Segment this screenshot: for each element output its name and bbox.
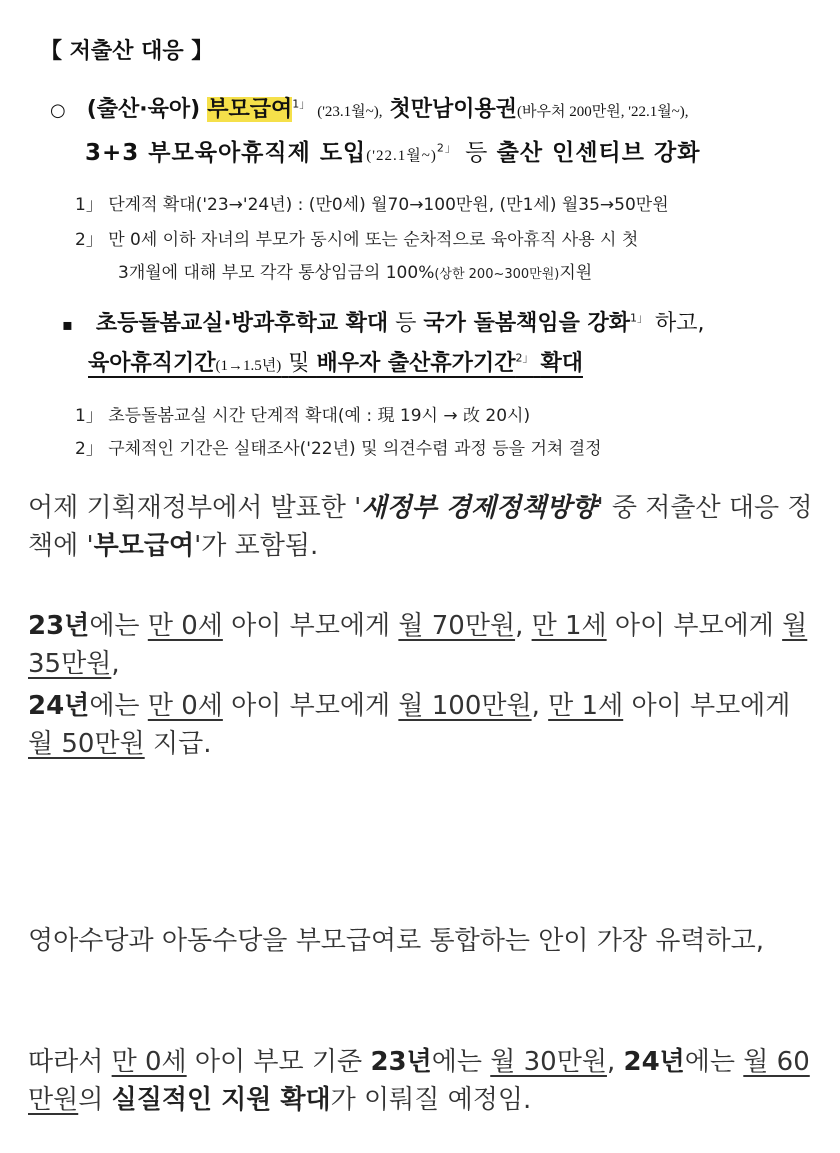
bullet2-line1 [62,306,705,337]
bullet1-conclusion: 출산 인센티브 강화 [496,140,701,166]
bullet2-footnote-ref-1: 1」 [630,311,648,325]
footnote-1-1: 1」 단계적 확대('23→'24년) : (만0세) 월70→100만원, (만1세) 월35→50만원 [75,195,669,215]
square-bullet-icon: ▪ [62,315,73,334]
bullet2-expand: 초등돌봄교실·방과후학교 확대 [95,311,389,336]
footnote-1-2: 2」 만 0세 이하 자녀의 부모가 동시에 또는 순차적으로 육아휴직 사용 시 첫 [75,230,639,250]
bullet1-highlight: 부모급여 [207,97,293,122]
circle-bullet-icon: ○ [50,100,66,121]
bullet2-line2 [88,346,583,377]
bullet1-voucher-detail: (바우처 200만원, '22.1월~), [517,104,689,120]
bullet2-and2: 및 [288,351,310,376]
bullet1-line1 [50,92,689,123]
bullet1-policy: 3+3 부모육아휴직제 도입 [85,140,367,166]
paragraph-2024: 24년에는 만 0세 아이 부모에게 월 100만원, 만 1세 아이 부모에게 월 50만원 지급. [28,691,791,759]
footnote-1-2-cont: 3개월에 대해 부모 각각 통상임금의 100%(상한 200~300만원)지원 [118,263,593,283]
bullet1-etc: 등 [465,140,489,166]
footnote-2-2: 2」 구체적인 기간은 실태조사('22년) 및 의견수렴 과정 등을 거쳐 결정 [75,439,602,459]
bullet1-voucher: 첫만남이용권 [389,97,518,122]
paragraph-1: 어제 기획재정부에서 발표한 '새정부 경제정책방향' 중 저출산 대응 정책에 '부모급여'가 포함됨. [28,493,813,561]
paragraph-2023: 23년에는 만 0세 아이 부모에게 월 70만원, 만 1세 아이 부모에게 월 35만원, [28,611,808,679]
bullet1-date: ('23.1월~), [317,104,383,120]
document-title: 【 저출산 대응 】 [40,39,214,64]
bullet2-strengthen: 국가 돌봄책임을 강화 [423,311,630,336]
bullet1-line2 [85,134,700,167]
footnote-2-1: 1」 초등돌봄교실 시간 단계적 확대(예 : 現 19시 → 改 20시) [75,406,531,426]
bullet1-category: (출산·육아) [86,97,201,122]
bullet1-footnote-ref-2: 2」 [436,141,457,155]
bullet1-policy-date: ('22.1월~) [366,148,437,164]
bullet2-etc: 등 [395,311,417,336]
bullet1-footnote-ref-1: 1」 [292,97,311,111]
bullet2-footnote-ref-2: 2」 [515,351,534,365]
bullet2-leave-detail: (1→1.5년) [215,358,282,374]
bullet2-and: 하고, [655,311,705,336]
paragraph-conclusion: 따라서 만 0세 아이 부모 기준 23년에는 월 30만원, 24년에는 월 60만원의 실질적인 지원 확대가 이뤄질 예정임. [28,1047,810,1115]
paragraph-integration: 영아수당과 아동수당을 부모급여로 통합하는 안이 가장 유력하고, [28,926,764,956]
bullet2-expand2: 확대 [540,351,583,376]
bullet2-spouse-leave: 배우자 출산휴가기간 [316,351,516,376]
bullet2-leave-period: 육아휴직기간 [88,351,216,376]
